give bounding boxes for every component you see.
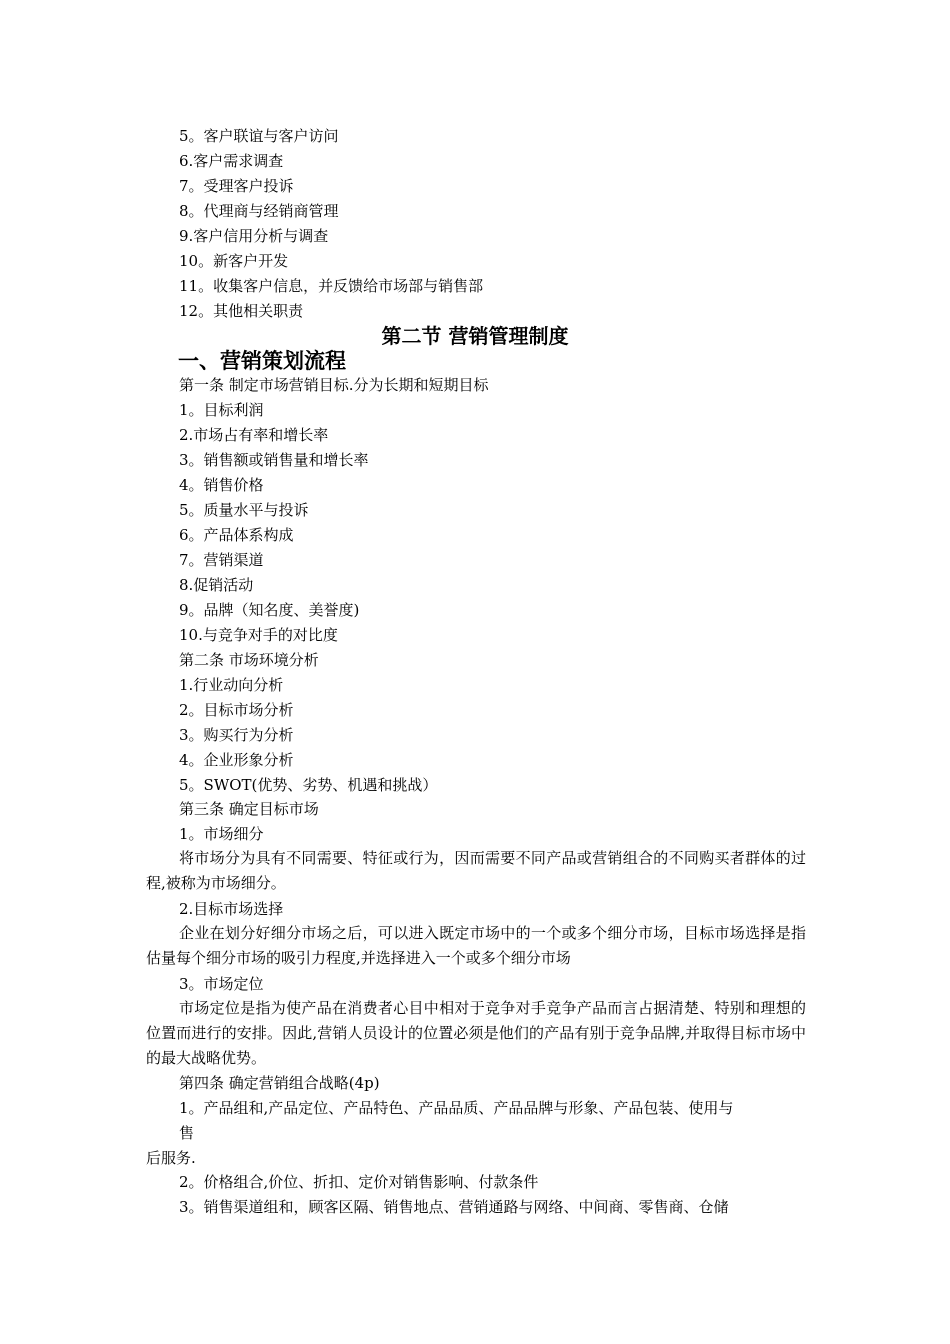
list-item: 7。营销渠道 (179, 551, 264, 569)
article-heading: 第四条 确定营销组合战略(4p) (179, 1074, 380, 1092)
section-title: 第二节 营销管理制度 (381, 324, 569, 348)
list-item: 3。购买行为分析 (179, 726, 294, 744)
list-item-continuation: 售 (179, 1124, 195, 1142)
list-item: 9。品牌（知名度、美誉度) (179, 601, 360, 619)
list-item: 2。价格组合,价位、折扣、定价对销售影响、付款条件 (179, 1173, 539, 1191)
paragraph: 市场定位是指为使产品在消费者心目中相对于竞争对手竞争产品而言占据清楚、特别和理想的位置而进行的安排。因此,营销人员设计的位置必须是他们的产品有别于竞争品牌,并取得目标市场中的最大战略优势。 (146, 999, 806, 1067)
paragraph: 企业在划分好细分市场之后，可以进入既定市场中的一个或多个细分市场，目标市场选择是指估量每个细分市场的吸引力程度,并选择进入一个或多个细分市场 (146, 924, 806, 967)
list-item: 9.客户信用分析与调查 (179, 227, 329, 245)
list-item: 4。销售价格 (179, 476, 264, 494)
list-item: 4。企业形象分析 (179, 751, 294, 769)
list-item: 1。市场细分 (179, 825, 264, 843)
list-item: 8。代理商与经销商管理 (179, 202, 339, 220)
list-item: 10.与竞争对手的对比度 (179, 626, 338, 644)
list-item: 10。新客户开发 (179, 252, 289, 270)
list-item: 3。市场定位 (179, 975, 264, 993)
list-item: 3。销售额或销售量和增长率 (179, 451, 369, 469)
list-item: 5。客户联谊与客户访问 (179, 127, 339, 145)
list-item: 2.目标市场选择 (179, 900, 284, 918)
list-item-continuation: 后服务. (146, 1149, 196, 1167)
list-item: 5。SWOT(优势、劣势、机遇和挑战） (179, 776, 438, 794)
list-item: 5。质量水平与投诉 (179, 501, 309, 519)
list-item: 1。产品组和,产品定位、产品特色、产品品质、产品品牌与形象、产品包装、使用与 (179, 1099, 734, 1117)
article-heading: 第二条 市场环境分析 (179, 651, 319, 669)
list-item: 1。目标利润 (179, 401, 264, 419)
list-item: 3。销售渠道组和，顾客区隔、销售地点、营销通路与网络、中间商、零售商、仓储 (179, 1198, 729, 1216)
subsection-title: 一、营销策划流程 (178, 348, 346, 373)
list-item: 1.行业动向分析 (179, 676, 284, 694)
list-item: 2.市场占有率和增长率 (179, 426, 329, 444)
paragraph: 将市场分为具有不同需要、特征或行为，因而需要不同产品或营销组合的不同购买者群体的过程,被称为市场细分。 (146, 849, 806, 892)
list-item: 6.客户需求调查 (179, 152, 284, 170)
list-item: 12。其他相关职责 (179, 302, 304, 320)
list-item: 7。受理客户投诉 (179, 177, 294, 195)
list-item: 11。收集客户信息，并反馈给市场部与销售部 (179, 277, 484, 295)
list-item: 2。目标市场分析 (179, 701, 294, 719)
list-item: 6。产品体系构成 (179, 526, 294, 544)
article-heading: 第一条 制定市场营销目标.分为长期和短期目标 (179, 376, 489, 394)
list-item: 8.促销活动 (179, 576, 254, 594)
article-heading: 第三条 确定目标市场 (179, 800, 319, 818)
